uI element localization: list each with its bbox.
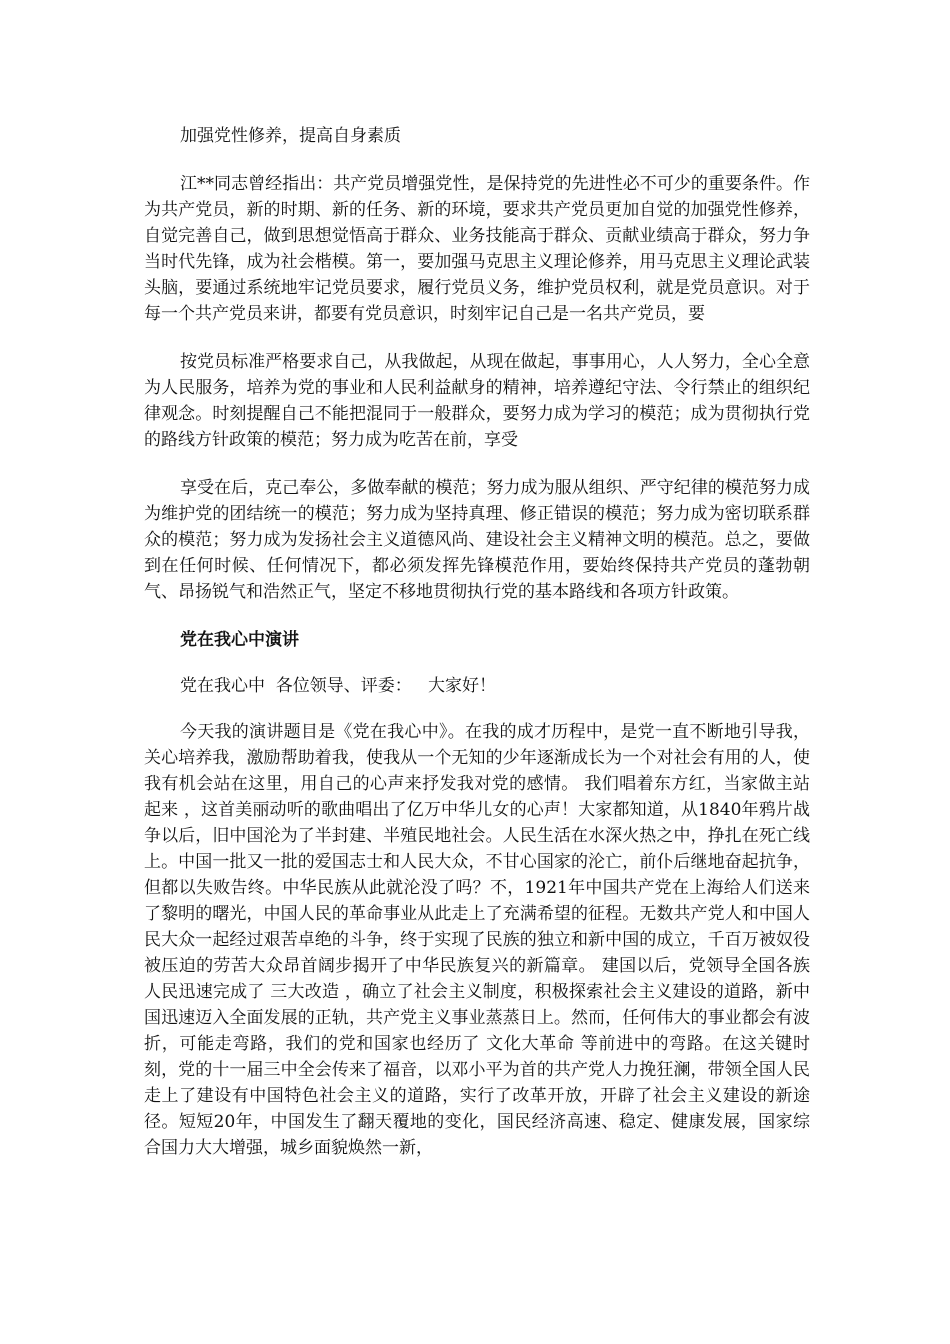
speech-greeting: 党在我心中 各位领导、评委： 大家好！ <box>180 676 497 696</box>
body-paragraph: 按党员标准严格要求自己，从我做起，从现在做起，事事用心，人人努力，全心全意为人民服务，培养为党的事业和人民利益献身的精神，培养遵纪守法、令行禁止的组织纪律观念。时刻提醒自己不能把混同于一般群众，要努力成为学习的模范；成为贯彻执行党的路线方针政策的模范；努力成为吃苦在前，享受 <box>144 352 810 450</box>
article-title: 加强党性修养，提高自身素质 <box>180 126 401 146</box>
speech-body: 今天我的演讲题目是《党在我心中》。在我的成才历程中，是党一直不断地引导我，关心培养我，激励帮助着我，使我从一个无知的少年逐渐成长为一个对社会有用的人，使我有机会站在这里，用自己的心声来抒发我对党的感情。 我们唱着东方红，当家做主站起来 ，这首美丽动听的歌曲唱出了亿万中华儿女的心声！大家都知道，从1840年鸦片战争以后，旧中国沦为了半封建、半殖民地社会。人民生活在水深火热之中，挣扎在死亡线上。中国一批又一批的爱国志士和人民大众，不甘心国家的沦亡，前仆后继地奋起抗争，但都以失败告终。中华民族从此就沦没了吗？不，1921年中国共产党在上海给人们送来了黎明的曙光，中国人民的革命事业从此走上了充满希望的征程。无数共产党人和中国人民大众一起经过艰苦卓绝的斗争，终于实现了民族的独立和新中国的成立，千百万被奴役被压迫的劳苦大众昂首阔步揭开了中华民族复兴的新篇章。 建国以后，党领导全国各族人民迅速完成了 三大改造 ，确立了社会主义制度，积极探索社会主义建设的道路，新中国迅速迈入全面发展的正轨，共产党主义事业蒸蒸日上。然而，任何伟大的事业都会有波折，可能走弯路，我们的党和国家也经历了 文化大革命 等前进中的弯路。在这关键时刻，党的十一届三中全会传来了福音，以邓小平为首的共产党人力挽狂澜，带领全国人民走上了建设有中国特色社会主义的道路，实行了改革开放，开辟了社会主义建设的新途径。短短20年，中国发生了翻天覆地的变化，国民经济高速、稳定、健康发展，国家综合国力大大增强，城乡面貌焕然一新， <box>144 722 810 1158</box>
speech-title: 党在我心中演讲 <box>180 630 299 650</box>
document-page <box>144 112 810 1161</box>
body-paragraph: 享受在后，克己奉公，多做奉献的模范；努力成为服从组织、严守纪律的模范努力成为维护党的团结统一的模范；努力成为坚持真理、修正错误的模范；努力成为密切联系群众的模范；努力成为发扬社会主义道德风尚、建设社会主义精神文明的模范。总之，要做到在任何时候、任何情况下，都必须发挥先锋模范作用，要始终保持共产党员的蓬勃朝气、昂扬锐气和浩然正气，坚定不移地贯彻执行党的基本路线和各项方针政策。 <box>144 478 810 602</box>
body-paragraph: 江**同志曾经指出：共产党员增强党性，是保持党的先进性必不可少的重要条件。作为共产党员，新的时期、新的任务、新的环境，要求共产党员更加自觉的加强党性修养，自觉完善自己，做到思想觉悟高于群众、业务技能高于群众、贡献业绩高于群众，努力争当时代先锋，成为社会楷模。第一，要加强马克思主义理论修养，用马克思主义理论武装头脑，要通过系统地牢记党员要求，履行党员义务，维护党员权利，就是党员意识。对于每一个共产党员来讲，都要有党员意识，时刻牢记自己是一名共产党员，要 <box>144 174 810 324</box>
